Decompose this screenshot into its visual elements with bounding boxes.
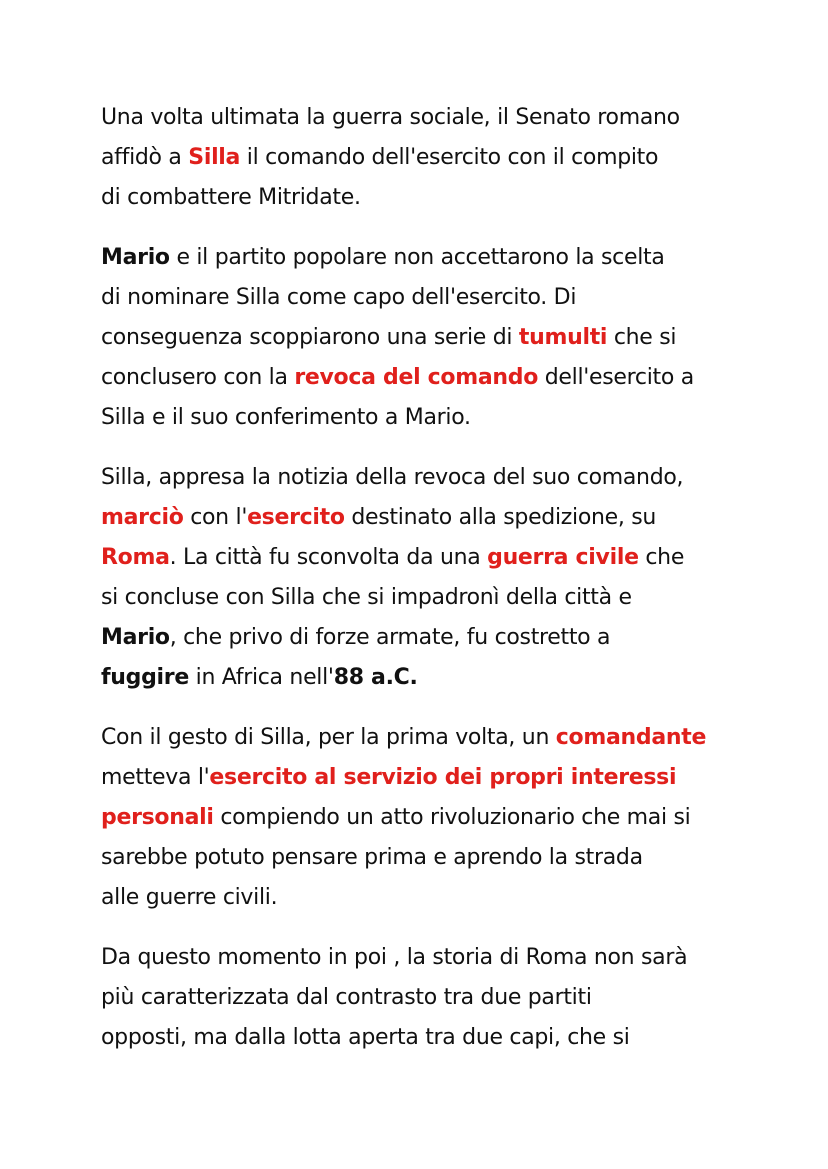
text-line [101, 138, 761, 178]
text-run: che si [607, 325, 677, 350]
text-line [101, 938, 761, 978]
text-line [101, 458, 761, 498]
paragraph [101, 718, 761, 918]
text-line [101, 238, 761, 278]
highlighted-term: guerra civile [487, 545, 639, 570]
text-run: più caratterizzata dal contrasto tra due partiti [101, 985, 592, 1010]
highlighted-term: Silla [188, 145, 241, 170]
bold-term: Mario [101, 625, 170, 650]
text-line [101, 878, 761, 918]
highlighted-term: comandante [555, 725, 707, 750]
text-line [101, 838, 761, 878]
text-run: si concluse con Silla che si impadronì della città e [101, 585, 632, 610]
text-run: Una volta ultimata la guerra sociale, il Senato romano [101, 105, 680, 130]
text-run: Silla e il suo conferimento a Mario. [101, 405, 471, 430]
paragraph [101, 458, 761, 698]
text-run: sarebbe potuto pensare prima e aprendo la strada [101, 845, 643, 870]
text-line [101, 98, 761, 138]
text-run: e il partito popolare non accettarono la scelta [169, 245, 665, 270]
text-run: opposti, ma dalla lotta aperta tra due capi, che si [101, 1025, 630, 1050]
text-run: alle guerre civili. [101, 885, 278, 910]
text-line [101, 178, 761, 218]
text-run: destinato alla spedizione, su [344, 505, 657, 530]
bold-term: fuggire [101, 665, 189, 690]
text-run: il comando dell'esercito con il compito [240, 145, 659, 170]
bold-term: 88 a.C. [333, 665, 418, 690]
highlighted-term: tumulti [518, 325, 608, 350]
text-run: Da questo momento in poi , la storia di Roma non sarà [101, 945, 688, 970]
highlighted-term: esercito al servizio dei propri interessi [209, 765, 677, 790]
text-run: dell'esercito a [538, 365, 694, 390]
text-run: di nominare Silla come capo dell'esercito. Di [101, 285, 577, 310]
text-line [101, 398, 761, 438]
text-run: , che privo di forze armate, fu costretto a [169, 625, 611, 650]
bold-term: Mario [101, 245, 170, 270]
highlighted-term: Roma [101, 545, 170, 570]
paragraph [101, 98, 761, 218]
text-line [101, 658, 761, 698]
document-page [101, 98, 761, 1078]
text-line [101, 358, 761, 398]
text-run: che [638, 545, 685, 570]
text-run: Silla, appresa la notizia della revoca del suo comando, [101, 465, 684, 490]
text-run: affidò a [101, 145, 189, 170]
text-run: Con il gesto di Silla, per la prima volta, un [101, 725, 556, 750]
text-line [101, 498, 761, 538]
text-line [101, 758, 761, 798]
paragraph [101, 938, 761, 1058]
text-line [101, 318, 761, 358]
text-run: con l' [183, 505, 248, 530]
highlighted-term: marciò [101, 505, 184, 530]
text-line [101, 718, 761, 758]
paragraph [101, 238, 761, 438]
text-run: in Africa nell' [188, 665, 334, 690]
highlighted-term: revoca del comando [294, 365, 539, 390]
text-line [101, 538, 761, 578]
text-run: metteva l' [101, 765, 210, 790]
text-run: conclusero con la [101, 365, 295, 390]
text-line [101, 278, 761, 318]
highlighted-term: personali [101, 805, 214, 830]
text-line [101, 798, 761, 838]
text-run: conseguenza scoppiarono una serie di [101, 325, 519, 350]
text-line [101, 1018, 761, 1058]
text-run: . La città fu sconvolta da una [169, 545, 488, 570]
text-line [101, 618, 761, 658]
text-line [101, 978, 761, 1018]
text-line [101, 578, 761, 618]
text-run: compiendo un atto rivoluzionario che mai si [213, 805, 691, 830]
highlighted-term: esercito [247, 505, 345, 530]
text-run: di combattere Mitridate. [101, 185, 361, 210]
